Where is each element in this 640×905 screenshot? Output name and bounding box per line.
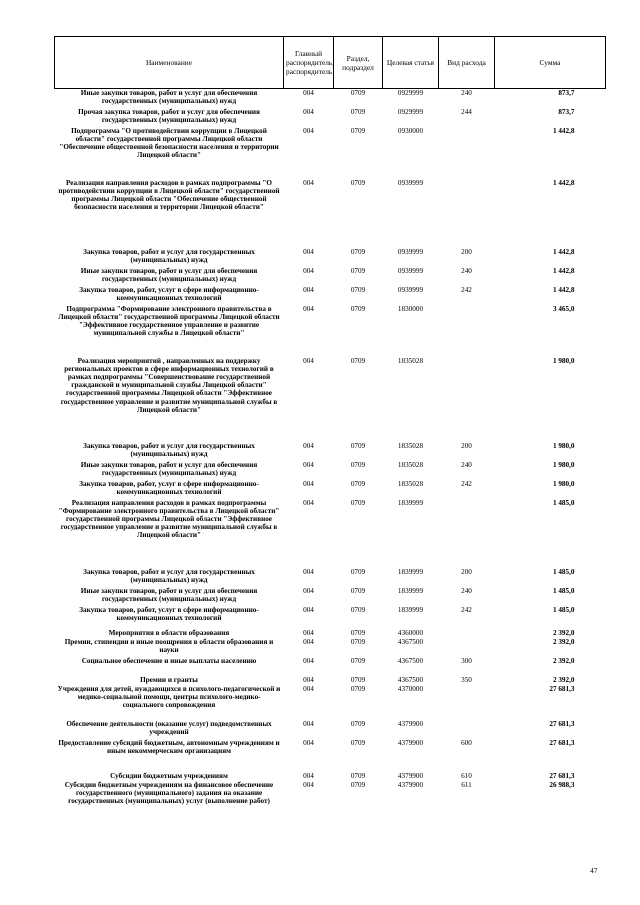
table-row <box>55 676 606 685</box>
cell-target: 1830000 <box>397 304 424 313</box>
table-row <box>55 108 606 125</box>
cell-expense: 611 <box>461 780 472 789</box>
table-row <box>55 629 606 638</box>
cell-sum: 1 485,0 <box>552 605 575 614</box>
cell-sum: 2 392,0 <box>552 656 575 665</box>
cell-expense <box>439 179 495 246</box>
cell-target: 4379900 <box>397 771 424 780</box>
cell-admin: 004 <box>303 586 314 595</box>
cell-expense: 242 <box>461 479 472 488</box>
cell-expense <box>439 685 495 718</box>
cell-name: Подпрограмма "О противодействии коррупции в Лицецкой области" государственной программы Лицецкой области "Обеспечение общественной безопасности населения и территории Лицецкой области" <box>59 126 279 160</box>
cell-target: 0939999 <box>397 266 424 275</box>
cell-name: Мероприятия в области образования <box>108 628 230 637</box>
cell-name: Обеспечение деятельности (оказание услуг) подведомственных учреждений <box>66 719 272 736</box>
cell-sum: 873,7 <box>558 107 575 116</box>
cell-target: 4379900 <box>397 738 424 747</box>
cell-sum: 27 681,3 <box>549 684 575 693</box>
table-row <box>55 606 606 623</box>
cell-name: Закупка товаров, работ, услуг в сфере информационно-коммуникационных технологий <box>79 605 259 622</box>
cell-admin: 004 <box>303 780 314 789</box>
table-row <box>55 685 606 718</box>
cell-section: 0709 <box>350 628 366 637</box>
header-expense: Вид расхода <box>439 37 495 89</box>
cell-name: Реализация направления расходов в рамках подпрограммы "О противодействии коррупции в Лицецкой области" государственной программы Лицецкой области "Обеспечение общественной безопасности населения и территории Лицецкой области" <box>58 178 280 212</box>
table-row <box>55 499 606 566</box>
cell-admin: 004 <box>303 178 314 187</box>
cell-section: 0709 <box>350 605 366 614</box>
cell-sum: 1 442,8 <box>552 285 575 294</box>
cell-name: Учреждения для детей, нуждающихся в психолого-педагогической и медико-социальной помощи, центры психолого-медико-социального сопровождения <box>57 684 281 709</box>
cell-section: 0709 <box>350 89 366 97</box>
cell-expense: 240 <box>461 89 472 97</box>
cell-sum: 1 980,0 <box>552 356 575 365</box>
table-row <box>55 442 606 459</box>
cell-expense: 200 <box>461 247 472 256</box>
page-number: 47 <box>590 866 598 875</box>
cell-target: 4360000 <box>397 628 424 637</box>
cell-target: 0929999 <box>397 107 424 116</box>
table-row <box>55 587 606 604</box>
cell-admin: 004 <box>303 247 314 256</box>
cell-name: Реализация мероприятий , направленных на поддержку региональных проектов в сфере информационных технологий в рамках подпрограммы "Совершенствование государственной гражданской и муниципальной службы Лицецкой области" государственной программы Лицецкой области "Эффективное государственное управление и развитие муниципальной службы в Лицецкой области" <box>60 356 278 414</box>
table-row <box>55 772 606 781</box>
cell-sum: 27 681,3 <box>549 738 575 747</box>
cell-sum: 2 392,0 <box>552 675 575 684</box>
cell-name: Закупка товаров, работ и услуг для государственных (муниципальных) нужд <box>83 247 255 264</box>
cell-target: 4379900 <box>397 719 424 728</box>
cell-admin: 004 <box>303 441 314 450</box>
cell-name: Субсидии бюджетным учреждениям на финансовое обеспечение государственного (муниципального) задания на оказание государственных (муниципальных) услуг (выполнение работ) <box>64 780 274 805</box>
cell-expense: 610 <box>461 771 472 780</box>
budget-document <box>54 36 605 822</box>
table-row <box>55 720 606 737</box>
cell-section: 0709 <box>350 126 366 135</box>
cell-name: Предоставление субсидий бюджетным, автономным учреждениям и иным некоммерческим организациям <box>58 738 280 755</box>
cell-expense: 240 <box>461 586 472 595</box>
cell-target: 0939999 <box>397 178 424 187</box>
table-body <box>55 89 606 822</box>
cell-name: Реализация направления расходов в рамках подпрограммы "Формирование электронного правительства в Лицецкой области" государственной программы Лицецкой области "Эффективное государственное управление и развитие муниципальной службы в Лицецкой области" <box>58 498 280 540</box>
header-section: Раздел, подраздел <box>334 37 383 89</box>
cell-target: 0930000 <box>397 126 424 135</box>
cell-target: 0939999 <box>397 247 424 256</box>
table-row <box>55 286 606 303</box>
cell-section: 0709 <box>350 780 366 789</box>
cell-section: 0709 <box>350 441 366 450</box>
table-row <box>55 781 606 822</box>
cell-section: 0709 <box>350 771 366 780</box>
cell-sum: 1 485,0 <box>552 498 575 507</box>
cell-target: 1839999 <box>397 586 424 595</box>
table-row <box>55 305 606 355</box>
cell-section: 0709 <box>350 498 366 507</box>
cell-admin: 004 <box>303 637 314 646</box>
cell-target: 4370000 <box>397 684 424 693</box>
cell-sum: 2 392,0 <box>552 637 575 646</box>
cell-name: Закупка товаров, работ и услуг для государственных (муниципальных) нужд <box>83 441 255 458</box>
header-sum: Сумма <box>495 37 606 89</box>
table-row <box>55 739 606 772</box>
cell-target: 1839999 <box>397 498 424 507</box>
table-row <box>55 638 606 655</box>
cell-sum: 1 980,0 <box>552 460 575 469</box>
cell-target: 4367500 <box>397 637 424 646</box>
header-admin: Главный распорядитель, распорядитель <box>284 37 334 89</box>
cell-target: 0939999 <box>397 285 424 294</box>
cell-name: Прочая закупка товаров, работ и услуг для обеспечения государственных (муниципальных) нужд <box>78 107 260 124</box>
cell-expense <box>439 499 495 566</box>
cell-target: 1835028 <box>397 479 424 488</box>
table-row <box>55 179 606 246</box>
cell-expense: 200 <box>461 567 472 576</box>
cell-section: 0709 <box>350 266 366 275</box>
cell-section: 0709 <box>350 479 366 488</box>
cell-sum: 27 681,3 <box>549 771 575 780</box>
cell-target: 1839999 <box>397 567 424 576</box>
table-header-row <box>55 37 606 89</box>
cell-section: 0709 <box>350 684 366 693</box>
table-row <box>55 127 606 177</box>
cell-name: Иные закупки товаров, работ и услуг для обеспечения государственных (муниципальных) нужд <box>80 586 258 603</box>
cell-name: Социальное обеспечение и иные выплаты населению <box>81 656 257 665</box>
header-name: Наименование <box>55 37 284 89</box>
cell-expense: 240 <box>461 266 472 275</box>
cell-expense: 600 <box>461 738 472 747</box>
cell-section: 0709 <box>350 304 366 313</box>
cell-section: 0709 <box>350 586 366 595</box>
cell-section: 0709 <box>350 285 366 294</box>
cell-admin: 004 <box>303 684 314 693</box>
cell-target: 1839999 <box>397 605 424 614</box>
table-row <box>55 480 606 497</box>
table-row <box>55 89 606 106</box>
cell-sum: 1 485,0 <box>552 586 575 595</box>
cell-section: 0709 <box>350 356 366 365</box>
cell-target: 4367500 <box>397 656 424 665</box>
cell-expense <box>439 720 495 737</box>
cell-admin: 004 <box>303 675 314 684</box>
cell-admin: 004 <box>303 771 314 780</box>
cell-sum: 27 681,3 <box>549 719 575 728</box>
cell-admin: 004 <box>303 356 314 365</box>
cell-name: Закупка товаров, работ и услуг для государственных (муниципальных) нужд <box>83 567 255 584</box>
cell-section: 0709 <box>350 567 366 576</box>
table-row <box>55 248 606 265</box>
cell-sum: 1 442,8 <box>552 266 575 275</box>
cell-admin: 004 <box>303 738 314 747</box>
cell-name: Подпрограмма "Формирование электронного правительства в Лицецкой области" государственной программы Лицецкой области "Эффективное государственное управление и развитие муниципальной службы в Лицецкой области" <box>58 304 280 338</box>
cell-admin: 004 <box>303 656 314 665</box>
cell-section: 0709 <box>350 247 366 256</box>
cell-expense: 244 <box>461 107 472 116</box>
cell-sum: 1 442,8 <box>552 247 575 256</box>
cell-expense <box>439 127 495 177</box>
budget-table <box>54 36 606 822</box>
cell-expense <box>439 357 495 440</box>
cell-target: 4379900 <box>397 780 424 789</box>
cell-admin: 004 <box>303 285 314 294</box>
cell-admin: 004 <box>303 107 314 116</box>
cell-sum: 2 392,0 <box>552 628 575 637</box>
table-row <box>55 461 606 478</box>
cell-section: 0709 <box>350 460 366 469</box>
cell-sum: 1 442,8 <box>552 126 575 135</box>
cell-admin: 004 <box>303 498 314 507</box>
table-row <box>55 357 606 440</box>
cell-sum: 3 465,0 <box>552 304 575 313</box>
cell-expense <box>439 629 495 638</box>
cell-admin: 004 <box>303 460 314 469</box>
cell-expense: 300 <box>461 656 472 665</box>
cell-target: 1835028 <box>397 460 424 469</box>
cell-target: 4367500 <box>397 675 424 684</box>
cell-expense: 350 <box>461 675 472 684</box>
cell-target: 1835028 <box>397 356 424 365</box>
cell-admin: 004 <box>303 605 314 614</box>
cell-sum: 1 485,0 <box>552 567 575 576</box>
cell-section: 0709 <box>350 675 366 684</box>
cell-name: Премии, стипендии и иные поощрения в области образования и науки <box>64 637 274 654</box>
cell-section: 0709 <box>350 738 366 747</box>
cell-admin: 004 <box>303 479 314 488</box>
cell-section: 0709 <box>350 178 366 187</box>
cell-name: Иные закупки товаров, работ и услуг для обеспечения государственных (муниципальных) нужд <box>80 266 258 283</box>
cell-name: Иные закупки товаров, работ и услуг для обеспечения государственных (муниципальных) нужд <box>80 89 258 106</box>
cell-section: 0709 <box>350 719 366 728</box>
cell-admin: 004 <box>303 89 314 97</box>
cell-expense: 200 <box>461 441 472 450</box>
cell-expense: 240 <box>461 460 472 469</box>
cell-name: Субсидии бюджетным учреждениям <box>110 771 228 780</box>
cell-section: 0709 <box>350 107 366 116</box>
cell-sum: 26 988,3 <box>549 780 575 789</box>
cell-admin: 004 <box>303 719 314 728</box>
cell-expense <box>439 638 495 655</box>
cell-sum: 1 980,0 <box>552 479 575 488</box>
cell-admin: 004 <box>303 266 314 275</box>
table-row <box>55 657 606 674</box>
cell-sum: 1 980,0 <box>552 441 575 450</box>
cell-expense <box>439 305 495 355</box>
cell-section: 0709 <box>350 656 366 665</box>
cell-admin: 004 <box>303 567 314 576</box>
cell-admin: 004 <box>303 628 314 637</box>
table-row <box>55 267 606 284</box>
header-target: Целевая статья <box>383 37 439 89</box>
cell-target: 0929999 <box>397 89 424 97</box>
cell-target: 1835028 <box>397 441 424 450</box>
cell-name: Закупка товаров, работ, услуг в сфере информационно-коммуникационных технологий <box>79 285 259 302</box>
cell-name: Премии и гранты <box>140 675 198 684</box>
cell-section: 0709 <box>350 637 366 646</box>
cell-name: Закупка товаров, работ, услуг в сфере информационно-коммуникационных технологий <box>79 479 259 496</box>
cell-expense: 242 <box>461 285 472 294</box>
cell-admin: 004 <box>303 304 314 313</box>
cell-sum: 873,7 <box>558 89 575 97</box>
cell-admin: 004 <box>303 126 314 135</box>
cell-expense: 242 <box>461 605 472 614</box>
cell-name: Иные закупки товаров, работ и услуг для обеспечения государственных (муниципальных) нужд <box>80 460 258 477</box>
cell-sum: 1 442,8 <box>552 178 575 187</box>
table-row <box>55 568 606 585</box>
